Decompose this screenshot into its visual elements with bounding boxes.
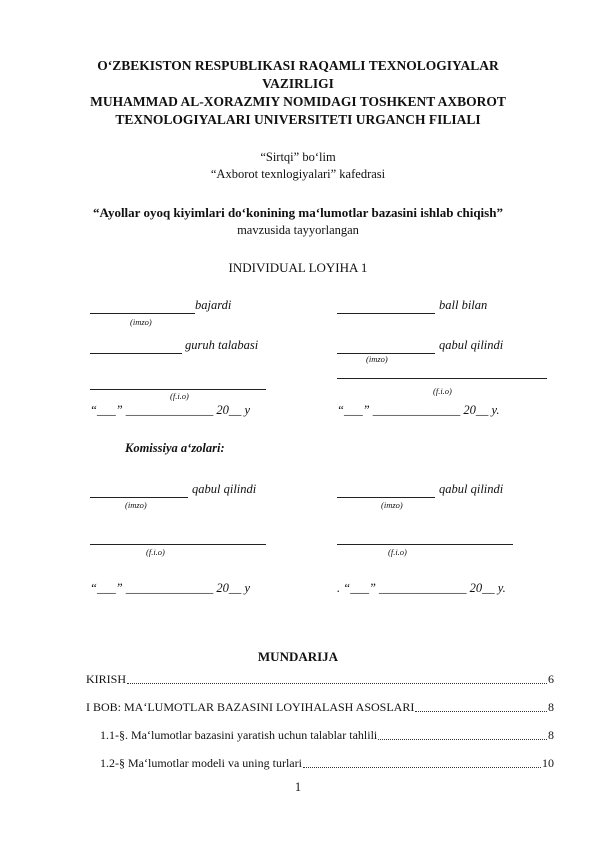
imzo-caption: (imzo) — [381, 500, 403, 510]
dot-leader — [378, 739, 547, 740]
toc-item[interactable] — [86, 700, 554, 715]
toc-item-label: KIRISH — [86, 672, 127, 686]
fio-caption: (f.i.o) — [146, 547, 165, 557]
qabul-label: qabul qilindi — [439, 482, 504, 496]
imzo-caption: (imzo) — [366, 354, 388, 364]
signature-line — [90, 313, 195, 314]
department-line2: “Axborot texnlogiyalari” kafedrasi — [210, 167, 386, 181]
score-line — [337, 313, 435, 314]
date-field: “___” ______________ 20__ y — [90, 403, 251, 417]
page-number: 1 — [294, 780, 302, 794]
date-field: “___” ______________ 20__ y. — [337, 403, 500, 417]
fio-line — [90, 389, 266, 390]
toc-item-page: 8 — [548, 728, 554, 742]
toc-item-page: 6 — [548, 672, 554, 686]
dot-leader — [303, 767, 541, 768]
project-topic-subtitle: mavzusida tayyorlangan — [237, 223, 359, 237]
university-title-line2: TEXNOLOGIYALARI UNIVERSITETI URGANCH FILIALI — [115, 112, 481, 127]
dot-leader — [127, 683, 547, 684]
qabul-label: qabul qilindi — [192, 482, 257, 496]
guruh-label: guruh talabasi — [185, 338, 259, 352]
toc-item-label: 1.1-§. Ma‘lumotlar bazasini yaratish uchun talablar tahlili — [100, 728, 378, 742]
ministry-title-line1: O‘ZBEKISTON RESPUBLIKASI RAQAMLI TEXNOLOGIYALAR — [97, 58, 499, 73]
fio-caption: (f.i.o) — [388, 547, 407, 557]
toc-item-page: 10 — [542, 756, 554, 770]
toc-item-label: I BOB: MA‘LUMOTLAR BAZASINI LOYIHALASH ASOSLARI — [86, 700, 415, 714]
group-line — [90, 353, 182, 354]
date-field: “___” ______________ 20__ y — [90, 581, 251, 595]
university-title-line1: MUHAMMAD AL-XORAZMIY NOMIDAGI TOSHKENT AXBOROT — [90, 94, 506, 109]
qabul-label: qabul qilindi — [439, 338, 504, 352]
department-line1: “Sirtqi” bo‘lim — [260, 150, 336, 164]
toc-item-label: 1.2-§ Ma‘lumotlar modeli va uning turlari — [100, 756, 302, 770]
fio-caption: (f.i.o) — [433, 386, 452, 396]
dot-leader — [415, 711, 547, 712]
toc-title: MUNDARIJA — [257, 649, 339, 664]
project-topic: “Ayollar oyoq kiyimlari do‘konining ma‘lumotlar bazasini ishlab chiqish” — [93, 205, 503, 220]
fio-line — [337, 378, 547, 379]
ball-label: ball bilan — [439, 298, 488, 312]
toc-item[interactable] — [100, 756, 554, 771]
fio-line — [90, 544, 266, 545]
fio-line — [337, 544, 513, 545]
date-field: . “___” ______________ 20__ y. — [337, 581, 506, 595]
ministry-title-line2: VAZIRLIGI — [262, 76, 334, 91]
commission-title: Komissiya a‘zolari: — [125, 441, 225, 455]
fio-caption: (f.i.o) — [170, 391, 189, 401]
toc-item[interactable] — [100, 728, 554, 743]
imzo-caption: (imzo) — [125, 500, 147, 510]
accept-line — [90, 497, 188, 498]
imzo-caption: (imzo) — [130, 317, 152, 327]
toc-item[interactable] — [86, 672, 554, 687]
accept-line — [337, 497, 435, 498]
toc-item-page: 8 — [548, 700, 554, 714]
document-type: INDIVIDUAL LOYIHA 1 — [228, 260, 368, 275]
bajardi-label: bajardi — [195, 298, 232, 312]
